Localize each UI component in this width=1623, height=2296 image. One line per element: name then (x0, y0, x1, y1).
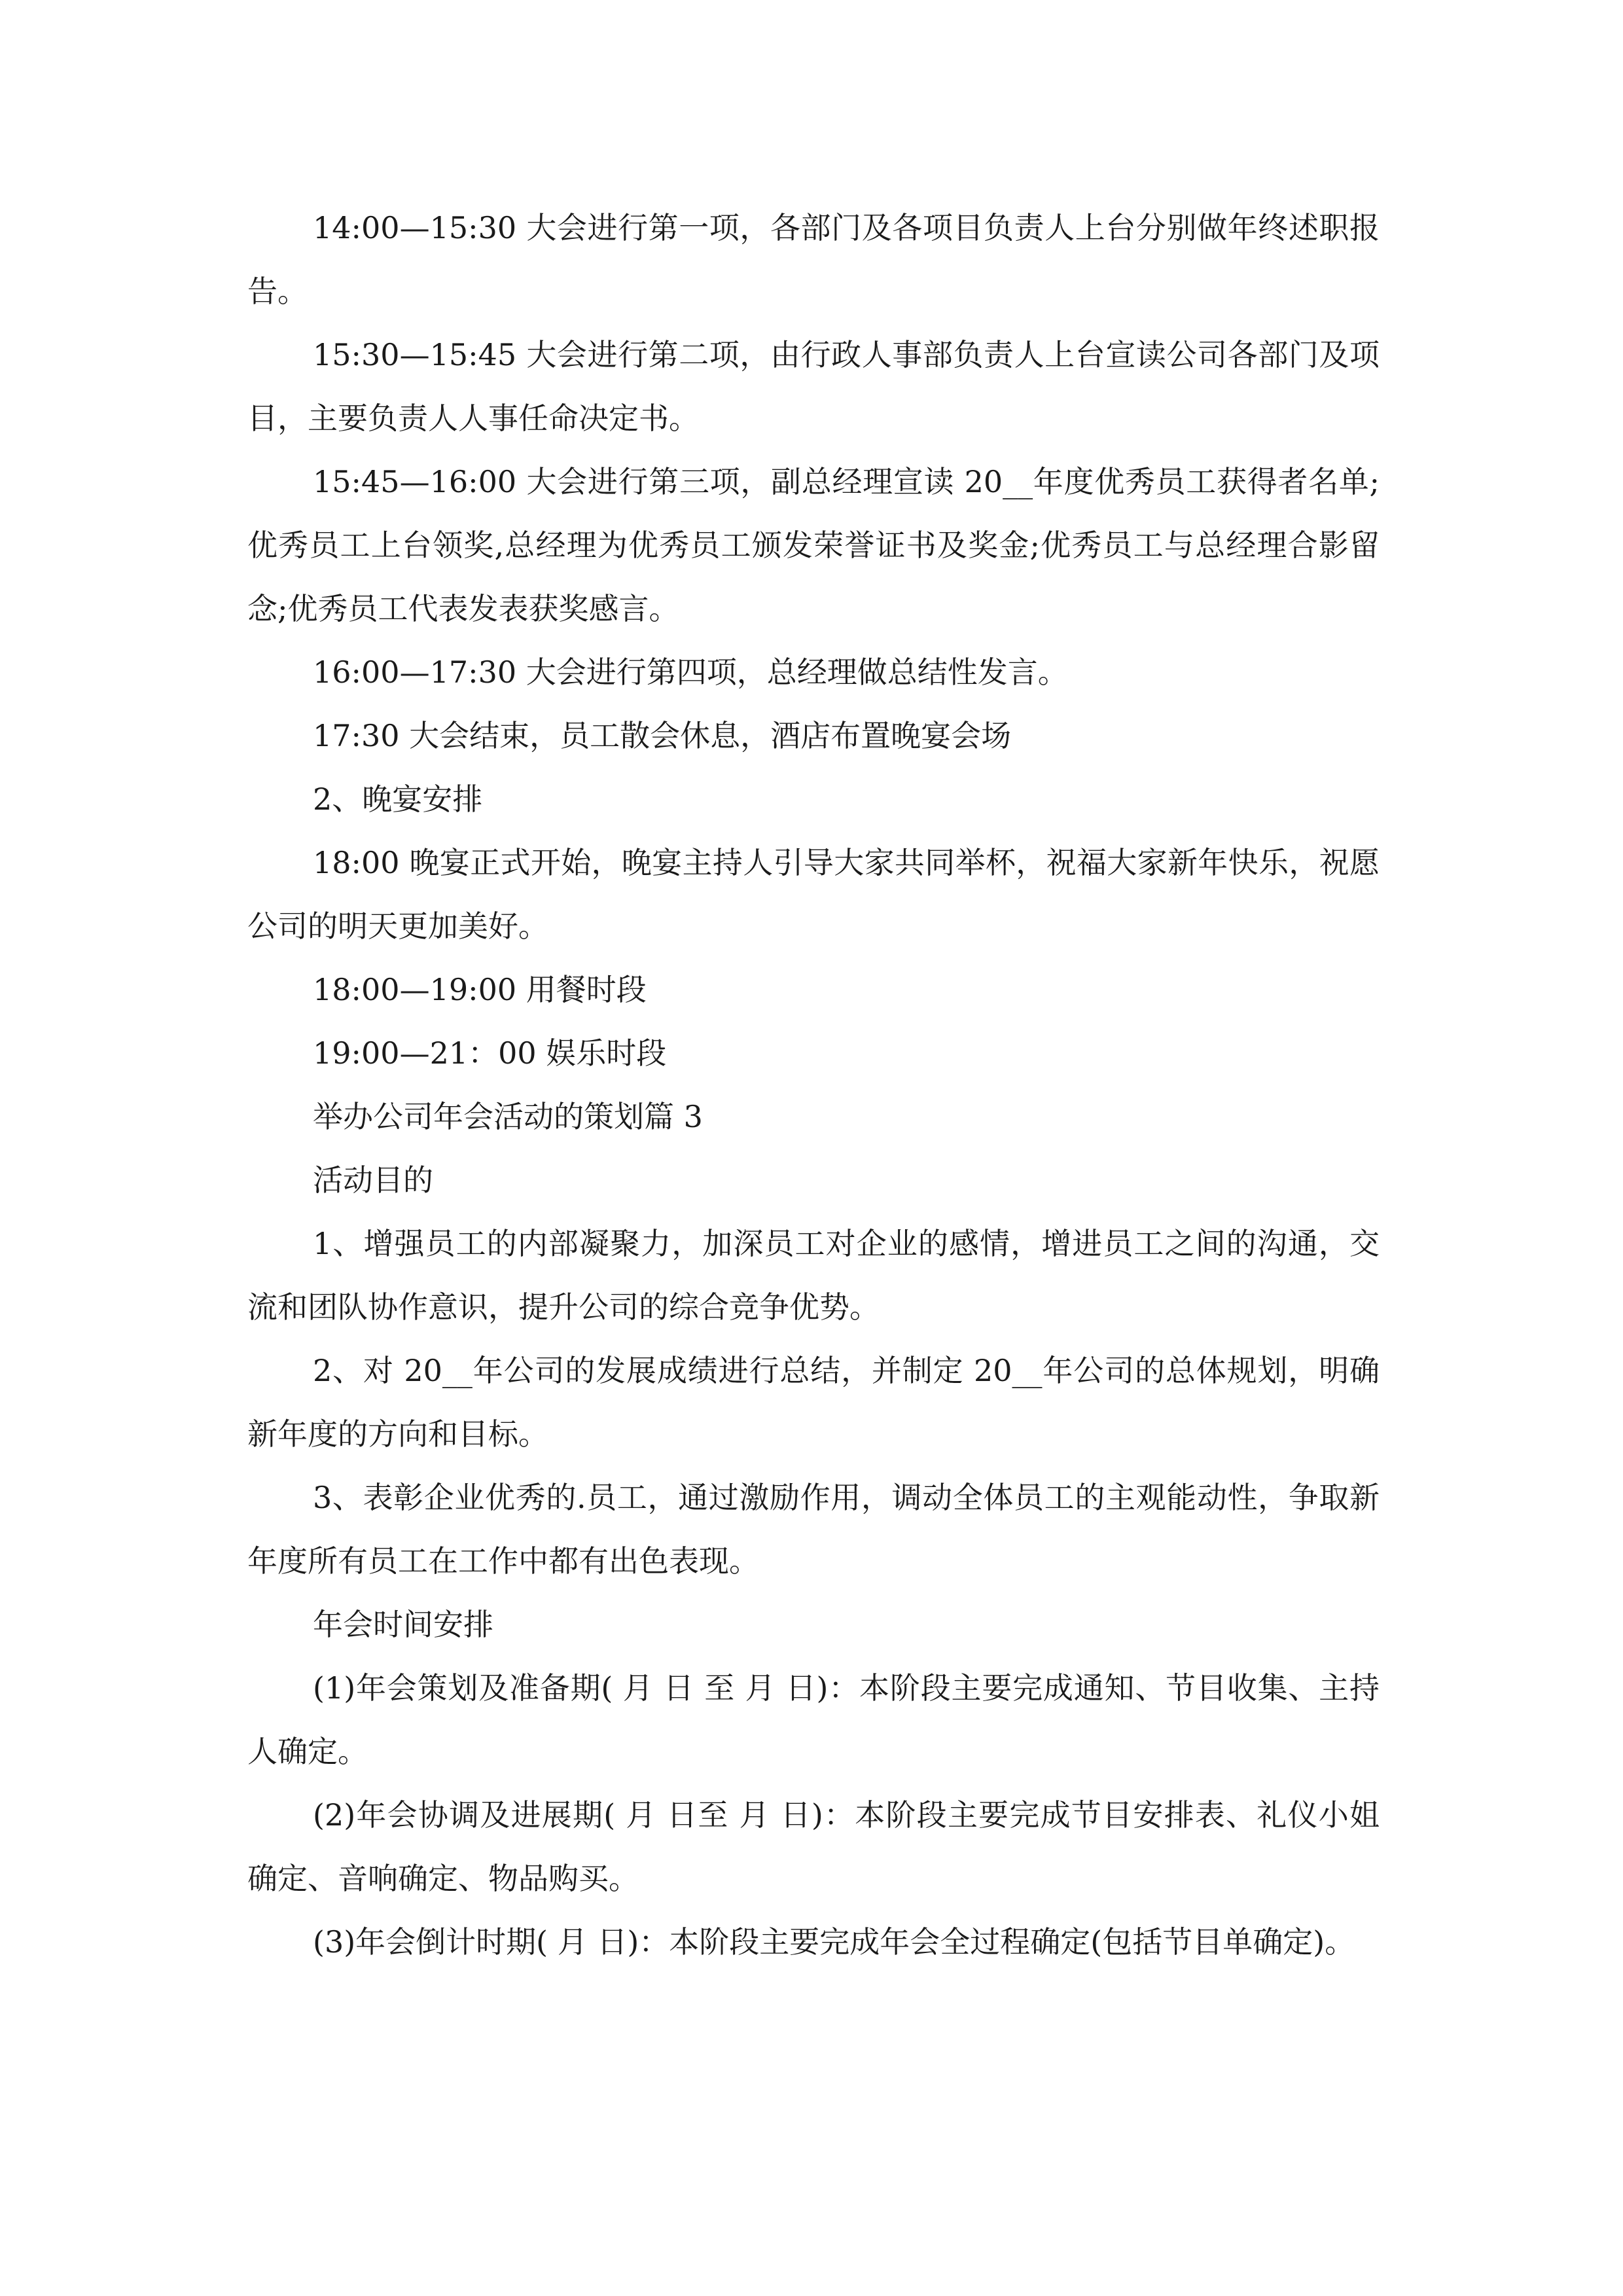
heading-activity-purpose: 活动目的 (313, 1162, 433, 1198)
paragraph-purpose-3: 3、表彰企业优秀的.员工，通过激励作用，调动全体员工的主观能动性，争取新年度所有员工在工作中都有出色表现。 (247, 1480, 1380, 1579)
paragraph-entertainment-time: 19:00—21：00 娱乐时段 (313, 1035, 667, 1071)
document-body (247, 196, 1380, 1974)
paragraph-meeting-item-4: 16:00—17:30 大会进行第四项，总经理做总结性发言。 (313, 655, 1068, 690)
section-title-plan-3: 举办公司年会活动的策划篇 3 (313, 1099, 703, 1134)
paragraph-meeting-item-1: 14:00—15:30 大会进行第一项，各部门及各项目负责人上台分别做年终述职报告。 (247, 210, 1380, 309)
paragraph-purpose-2: 2、对 20__年公司的发展成绩进行总结，并制定 20__年公司的总体规划，明确新年度的方向和目标。 (247, 1353, 1380, 1452)
paragraph-purpose-1: 1、增强员工的内部凝聚力，加深员工对企业的感情，增进员工之间的沟通，交流和团队协作意识，提升公司的综合竞争优势。 (247, 1226, 1380, 1325)
heading-banquet: 2、晚宴安排 (313, 781, 483, 817)
paragraph-meeting-item-3: 15:45—16:00 大会进行第三项，副总经理宣读 20__年度优秀员工获得者名单;优秀员工上台领奖,总经理为优秀员工颁发荣誉证书及奖金;优秀员工与总经理合影留念;优秀员工代表发表获奖感言。 (247, 464, 1380, 626)
paragraph-schedule-2: (2)年会协调及进展期( 月 日至 月 日)：本阶段主要完成节目安排表、礼仪小姐确定、音响确定、物品购买。 (247, 1797, 1380, 1896)
paragraph-schedule-1: (1)年会策划及准备期( 月 日 至 月 日)：本阶段主要完成通知、节目收集、主持人确定。 (247, 1670, 1380, 1769)
paragraph-banquet-start: 18:00 晚宴正式开始，晚宴主持人引导大家共同举杯，祝福大家新年快乐，祝愿公司的明天更加美好。 (247, 845, 1380, 944)
paragraph-meeting-end: 17:30 大会结束，员工散会休息，酒店布置晚宴会场 (313, 718, 1012, 753)
paragraph-schedule-3: (3)年会倒计时期( 月 日)：本阶段主要完成年会全过程确定(包括节目单确定)。 (313, 1924, 1355, 1960)
heading-schedule: 年会时间安排 (313, 1607, 493, 1642)
paragraph-dining-time: 18:00—19:00 用餐时段 (313, 972, 647, 1007)
paragraph-meeting-item-2: 15:30—15:45 大会进行第二项，由行政人事部负责人上台宣读公司各部门及项目，主要负责人人事任命决定书。 (247, 337, 1380, 436)
